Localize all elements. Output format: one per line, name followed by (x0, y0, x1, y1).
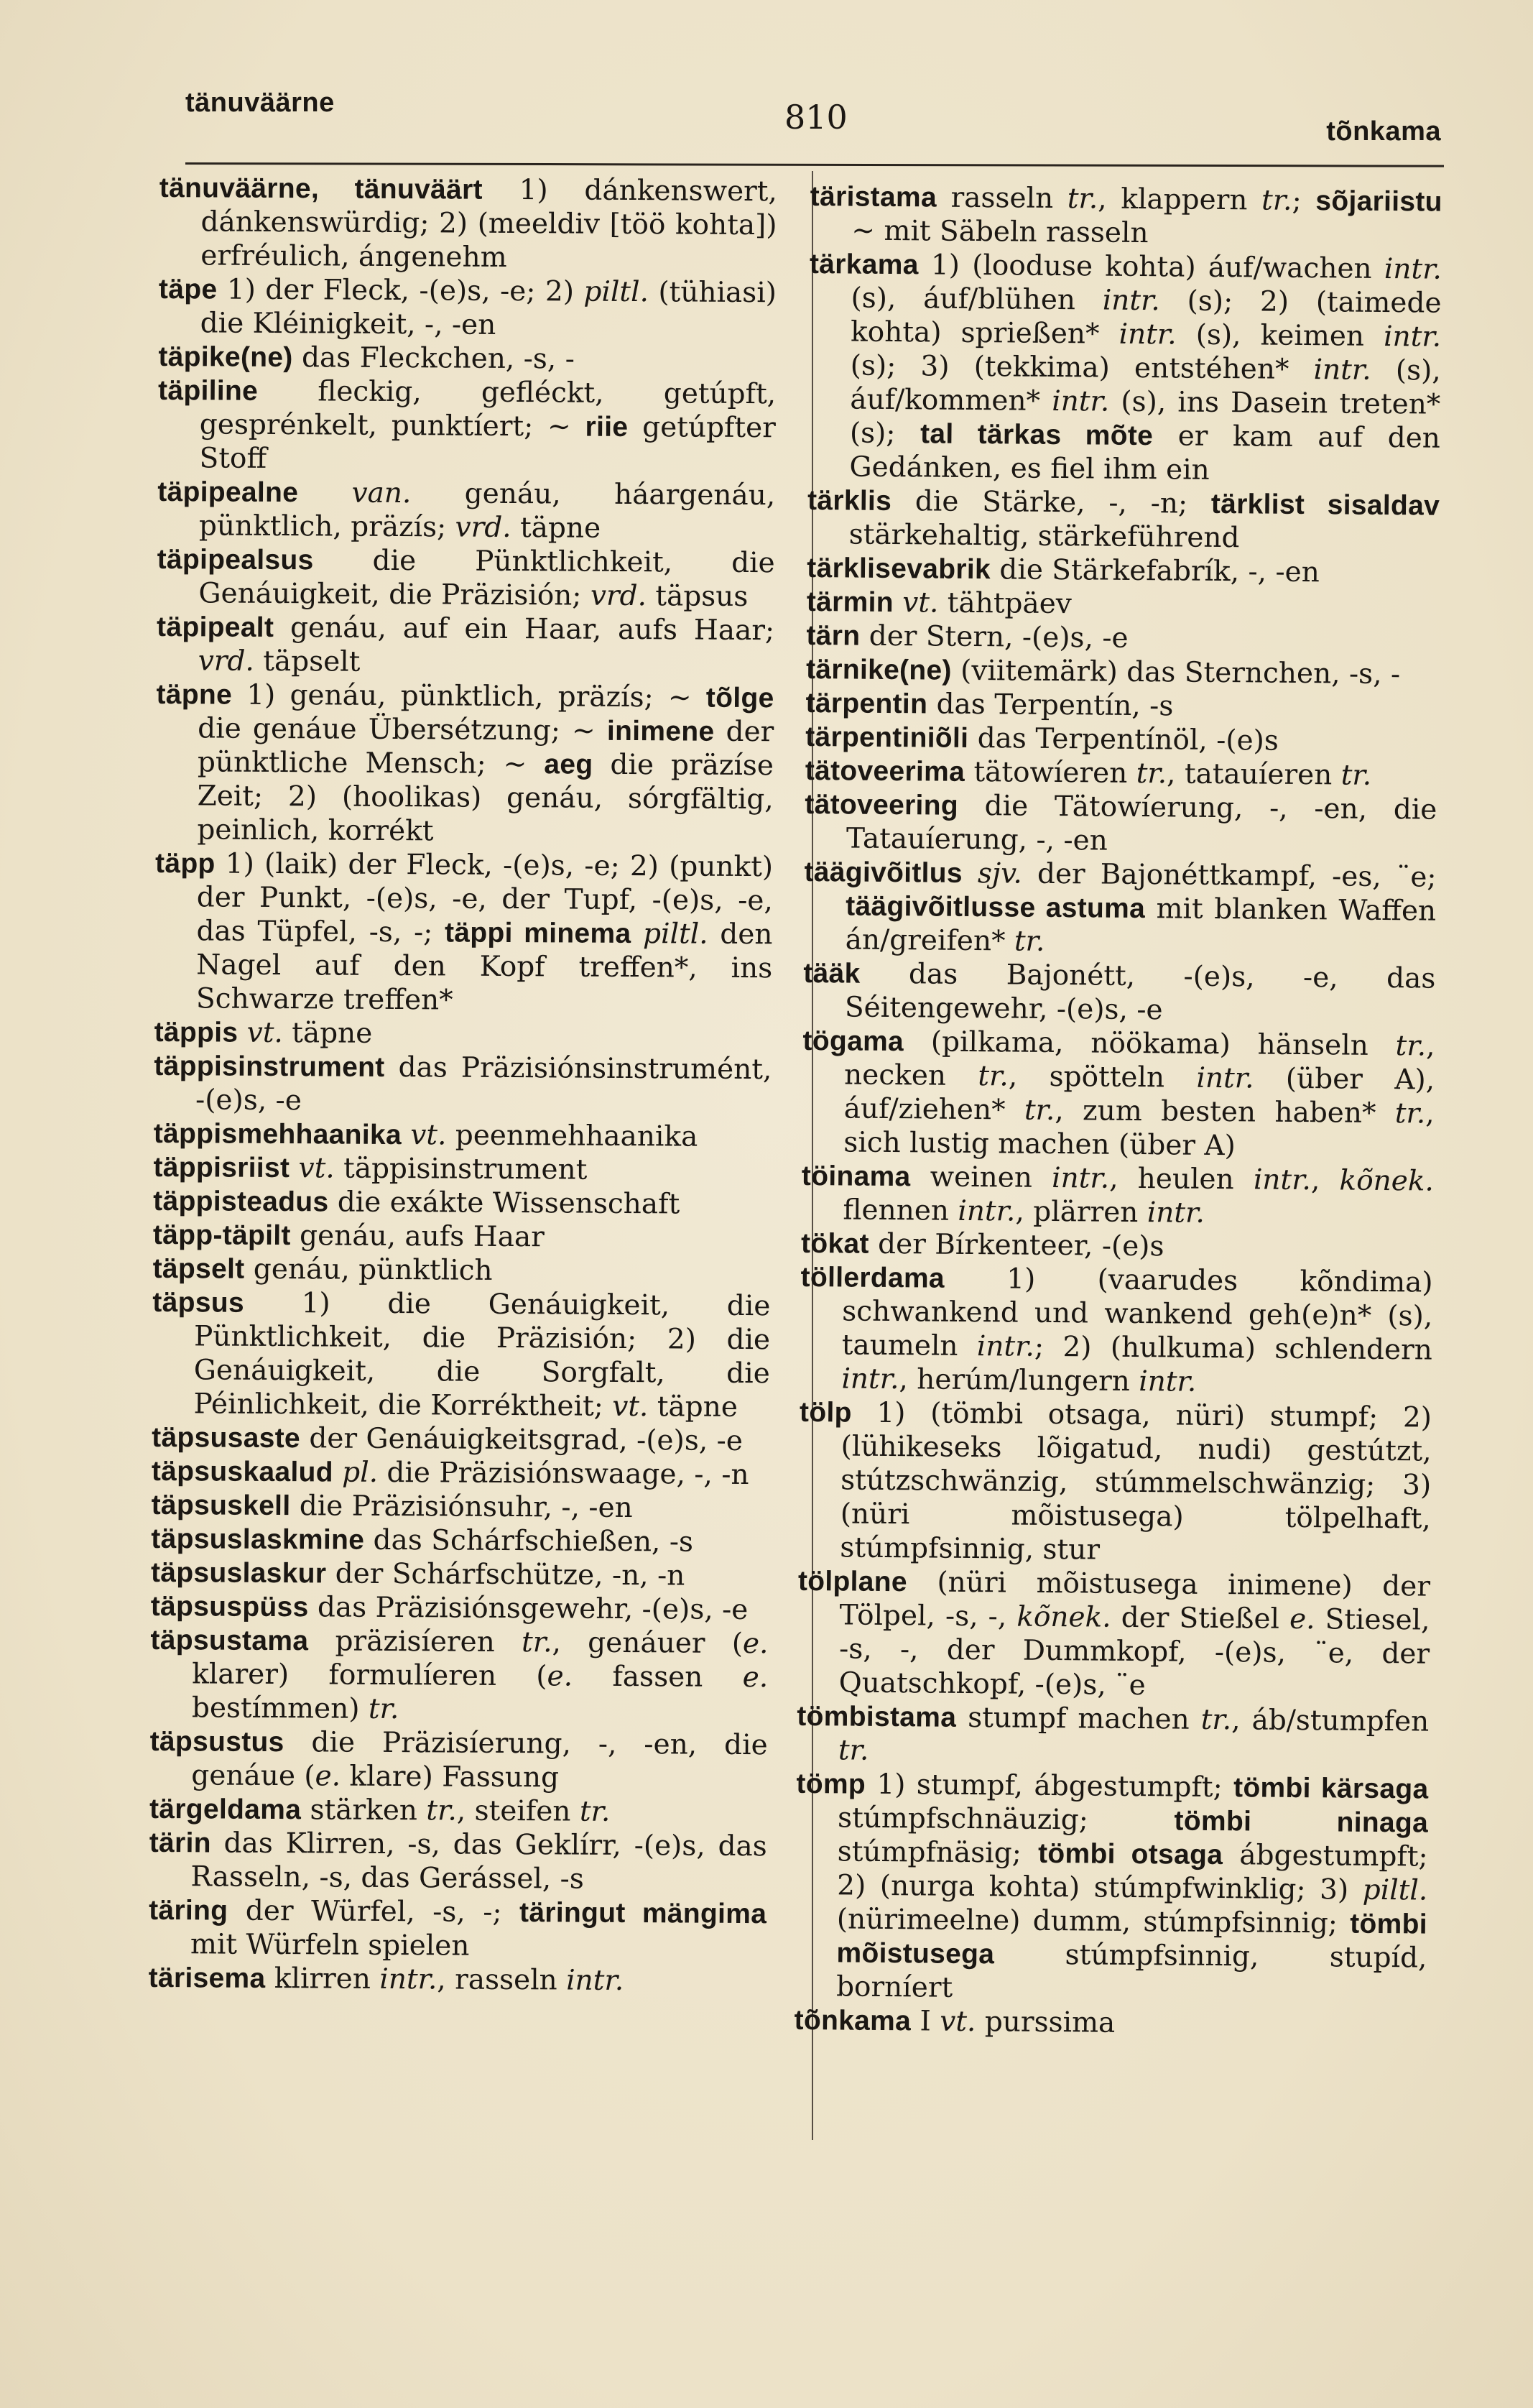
dictionary-entry: tärn der Stern, -(e)s, -e (806, 619, 1129, 655)
dictionary-entry: täpipealne van. genáu, háargenáu, pünktlich, präzís; vrd. täpne (157, 476, 776, 545)
header-first-entry: tänuväärne (185, 88, 335, 118)
dictionary-entry: täpike(ne) das Fleckchen, -s, - (158, 341, 575, 376)
dictionary-entry: tõnkama I vt. purssima (794, 2004, 1116, 2039)
header-rule (185, 162, 1444, 167)
dictionary-entry: täppismehhaanika vt. peenmehhaanika (153, 1117, 698, 1153)
dictionary-entry: täring der Würfel, -s, -; täringut mängima mit Würfeln spielen (149, 1894, 767, 1962)
dictionary-entry: täägivõitlus sjv. der Bajonéttkampf, -es, ¨e; täägivõitlusse astuma mit blanken Waffen án/greifen* tr. (804, 856, 1437, 958)
dictionary-entry: täpsus 1) die Genáuigkeit, die Pünktlichkeit, die Präzisión; 2) die Genáuigkeit, die Sorgfalt, die Péinlichkeit, die Korréktheit; vt. täpne (152, 1286, 771, 1424)
dictionary-entry: tärklis die Stärke, -, -n; tärklist sisaldav stärkehaltig, stärkeführend (807, 484, 1440, 555)
dictionary-entry: tömp 1) stumpf, ábgestumpft; tömbi kärsaga stúmpfschnäuzig; tömbi ninaga stúmpfnäsig; tömbi otsaga ábgestumpft; 2) (nurga kohta) stúmpfwinklig; 3) piltl. (nürimeelne) dumm, stúmpfsinnig; tömbi mõistusega stúmpfsinnig, stupíd, borníert (796, 1768, 1429, 2004)
dictionary-entry: tärmin vt. tähtpäev (806, 586, 1073, 621)
dictionary-entry: täpp 1) (laik) der Fleck, -(e)s, -e; 2) (punkt) der Punkt, -(e)s, -e, der Tupf, -(e)s, -e, das Tüpfel, -s, -; täppi minema piltl. den Nagel auf den Kopf treffen*, ins Schwarze treffen* (154, 847, 774, 1017)
dictionary-entry: tärin das Klirren, -s, das Geklírr, -(e)s, das Rasseln, -s, das Gerássel, -s (149, 1827, 767, 1896)
dictionary-entry: täpsuslaskmine das Schárfschießen, -s (151, 1523, 694, 1559)
dictionary-entry: tärkama 1) (looduse kohta) áuf/wachen intr. (s), áuf/blühen intr. (s); 2) (taimede kohta) sprießen* intr. (s), keimen intr. (s); 3) (tekkima) entstéhen* intr. (s), áuf/kommen* intr. (s), ins Dasein treten* (s); tal tärkas mõte er kam auf den Gedánken, es fiel ihm ein (809, 248, 1442, 486)
dictionary-entry: tökat der Bírkenteer, -(e)s (800, 1227, 1164, 1263)
dictionary-entry: tölplane (nüri mõistusega inimene) der Tölpel, -s, -, kõnek. der Stießel e. Stiesel, -s, -, der Dummkopf, -(e)s, ¨e, der Quatschkopf, -(e)s, ¨e (797, 1565, 1431, 1702)
dictionary-entry: täpsustus die Präzisíerung, -, -en, die genáue (e. klare) Fassung (149, 1725, 768, 1794)
dictionary-entry: tärpentiniõli das Terpentínöl, -(e)s (805, 721, 1279, 757)
dictionary-entry: töllerdama 1) (vaarudes kõndima) schwankend und wankend geh(e)n* (s), taumeln intr.; 2) (hulkuma) schlendern intr., herúm/lungern intr. (800, 1261, 1433, 1398)
dictionary-entry: täppis vt. täpne (154, 1016, 373, 1050)
dictionary-entry: täpsuskaalud pl. die Präzisiónswaage, -, -n (151, 1455, 749, 1492)
dictionary-entry: töinama weinen intr., heulen intr., kõnek. flennen intr., plärren intr. (801, 1160, 1435, 1230)
dictionary-entry: tärklisevabrik die Stärkefabrík, -, -en (807, 552, 1320, 589)
dictionary-entry: täpipealt genáu, auf ein Haar, aufs Haar; vrd. täpselt (156, 611, 775, 678)
dictionary-entry: täpne 1) genáu, pünktlich, präzís; ~ tõlge die genáue Übersétzung; ~ inimene der pünktliche Mensch; ~ aeg die präzíse Zeit; 2) (hoolikas) genáu, sórgfältig, peinlich, korrékt (156, 678, 774, 848)
dictionary-entry: täpsuspüss das Präzisiónsgewehr, -(e)s, -e (150, 1590, 749, 1627)
dictionary-entry: tätoveerima tätowíeren tr., tatauíeren tr. (805, 755, 1372, 792)
header-last-entry: tõnkama (1326, 116, 1441, 147)
dictionary-entry: täpp-täpilt genáu, aufs Haar (152, 1219, 545, 1254)
dictionary-entry: tärisema klirren intr., rasseln intr. (148, 1962, 624, 1997)
dictionary-entry: täpe 1) der Fleck, -(e)s, -e; 2) piltl. (tühiasi) die Kléinigkeit, -, -en (158, 273, 777, 341)
dictionary-entry: täpipealsus die Pünktlichkeit, die Genáuigkeit, die Präzisión; vrd. täpsus (157, 543, 775, 614)
dictionary-entry: tätoveering die Tätowíerung, -, -en, die Tatauíerung, -, -en (805, 788, 1437, 857)
dictionary-entry: tääk das Bajonétt, -(e)s, -e, das Séitengewehr, -(e)s, -e (803, 957, 1436, 1027)
dictionary-entry: täppisriist vt. täppisinstrument (153, 1151, 588, 1186)
right-column (794, 180, 1442, 2043)
dictionary-entry: täpsustama präzisíeren tr., genáuer (e. klarer) formulíeren (e. fassen e. bestímmen) tr. (150, 1624, 769, 1726)
dictionary-entry: täpsuskell die Präzisiónsuhr, -, -en (151, 1489, 633, 1525)
dictionary-entry: tärnike(ne) (viitemärk) das Sternchen, -s, - (805, 653, 1401, 691)
dictionary-entry: täpsusaste der Genáuigkeitsgrad, -(e)s, -e (152, 1421, 744, 1457)
dictionary-entry: tärpentin das Terpentín, -s (805, 687, 1174, 723)
dictionary-entry: täristama rasseln tr., klappern tr.; sõjariistu ~ mit Säbeln rasseln (810, 180, 1442, 250)
dictionary-entry: täpsuslaskur der Schárfschütze, -n, -n (150, 1556, 685, 1592)
dictionary-entry: tömbistama stumpf machen tr., áb/stumpfen tr. (797, 1700, 1430, 1767)
dictionary-entry: tögama (pilkama, nöökama) hänseln tr., necken tr., spötteln intr. (über A), áuf/ziehen* tr., zum besten haben* tr., sich lustig machen (über A) (802, 1025, 1435, 1163)
page-number: 810 (784, 98, 848, 137)
dictionary-entry: täppisinstrument das Präzisiónsinstrumént, -(e)s, -e (154, 1050, 772, 1117)
left-column (148, 171, 777, 1998)
dictionary-entry: täppisteadus die exákte Wissenschaft (153, 1185, 680, 1221)
dictionary-entry: täpselt genáu, pünktlich (152, 1253, 493, 1287)
dictionary-entry: täpiline fleckig, gefléckt, getúpft, gesprénkelt, punktíert; ~ riie getúpfter Stoff (158, 374, 777, 475)
dictionary-entry: tänuväärne, tänuväärt 1) dánkenswert, dánkenswürdig; 2) (meeldiv [töö kohta]) erfréulich, ángenehm (159, 172, 777, 274)
dictionary-entry: tölp 1) (tömbi otsaga, nüri) stumpf; 2) (lühikeseks lõigatud, nudi) gestútzt, stútzschwänzig, stúmmelschwänzig; 3) (nüri mõistusega) tölpelhaft, stúmpfsinnig, stur (799, 1396, 1432, 1567)
dictionary-entry: tärgeldama stärken tr., steifen tr. (149, 1793, 611, 1828)
